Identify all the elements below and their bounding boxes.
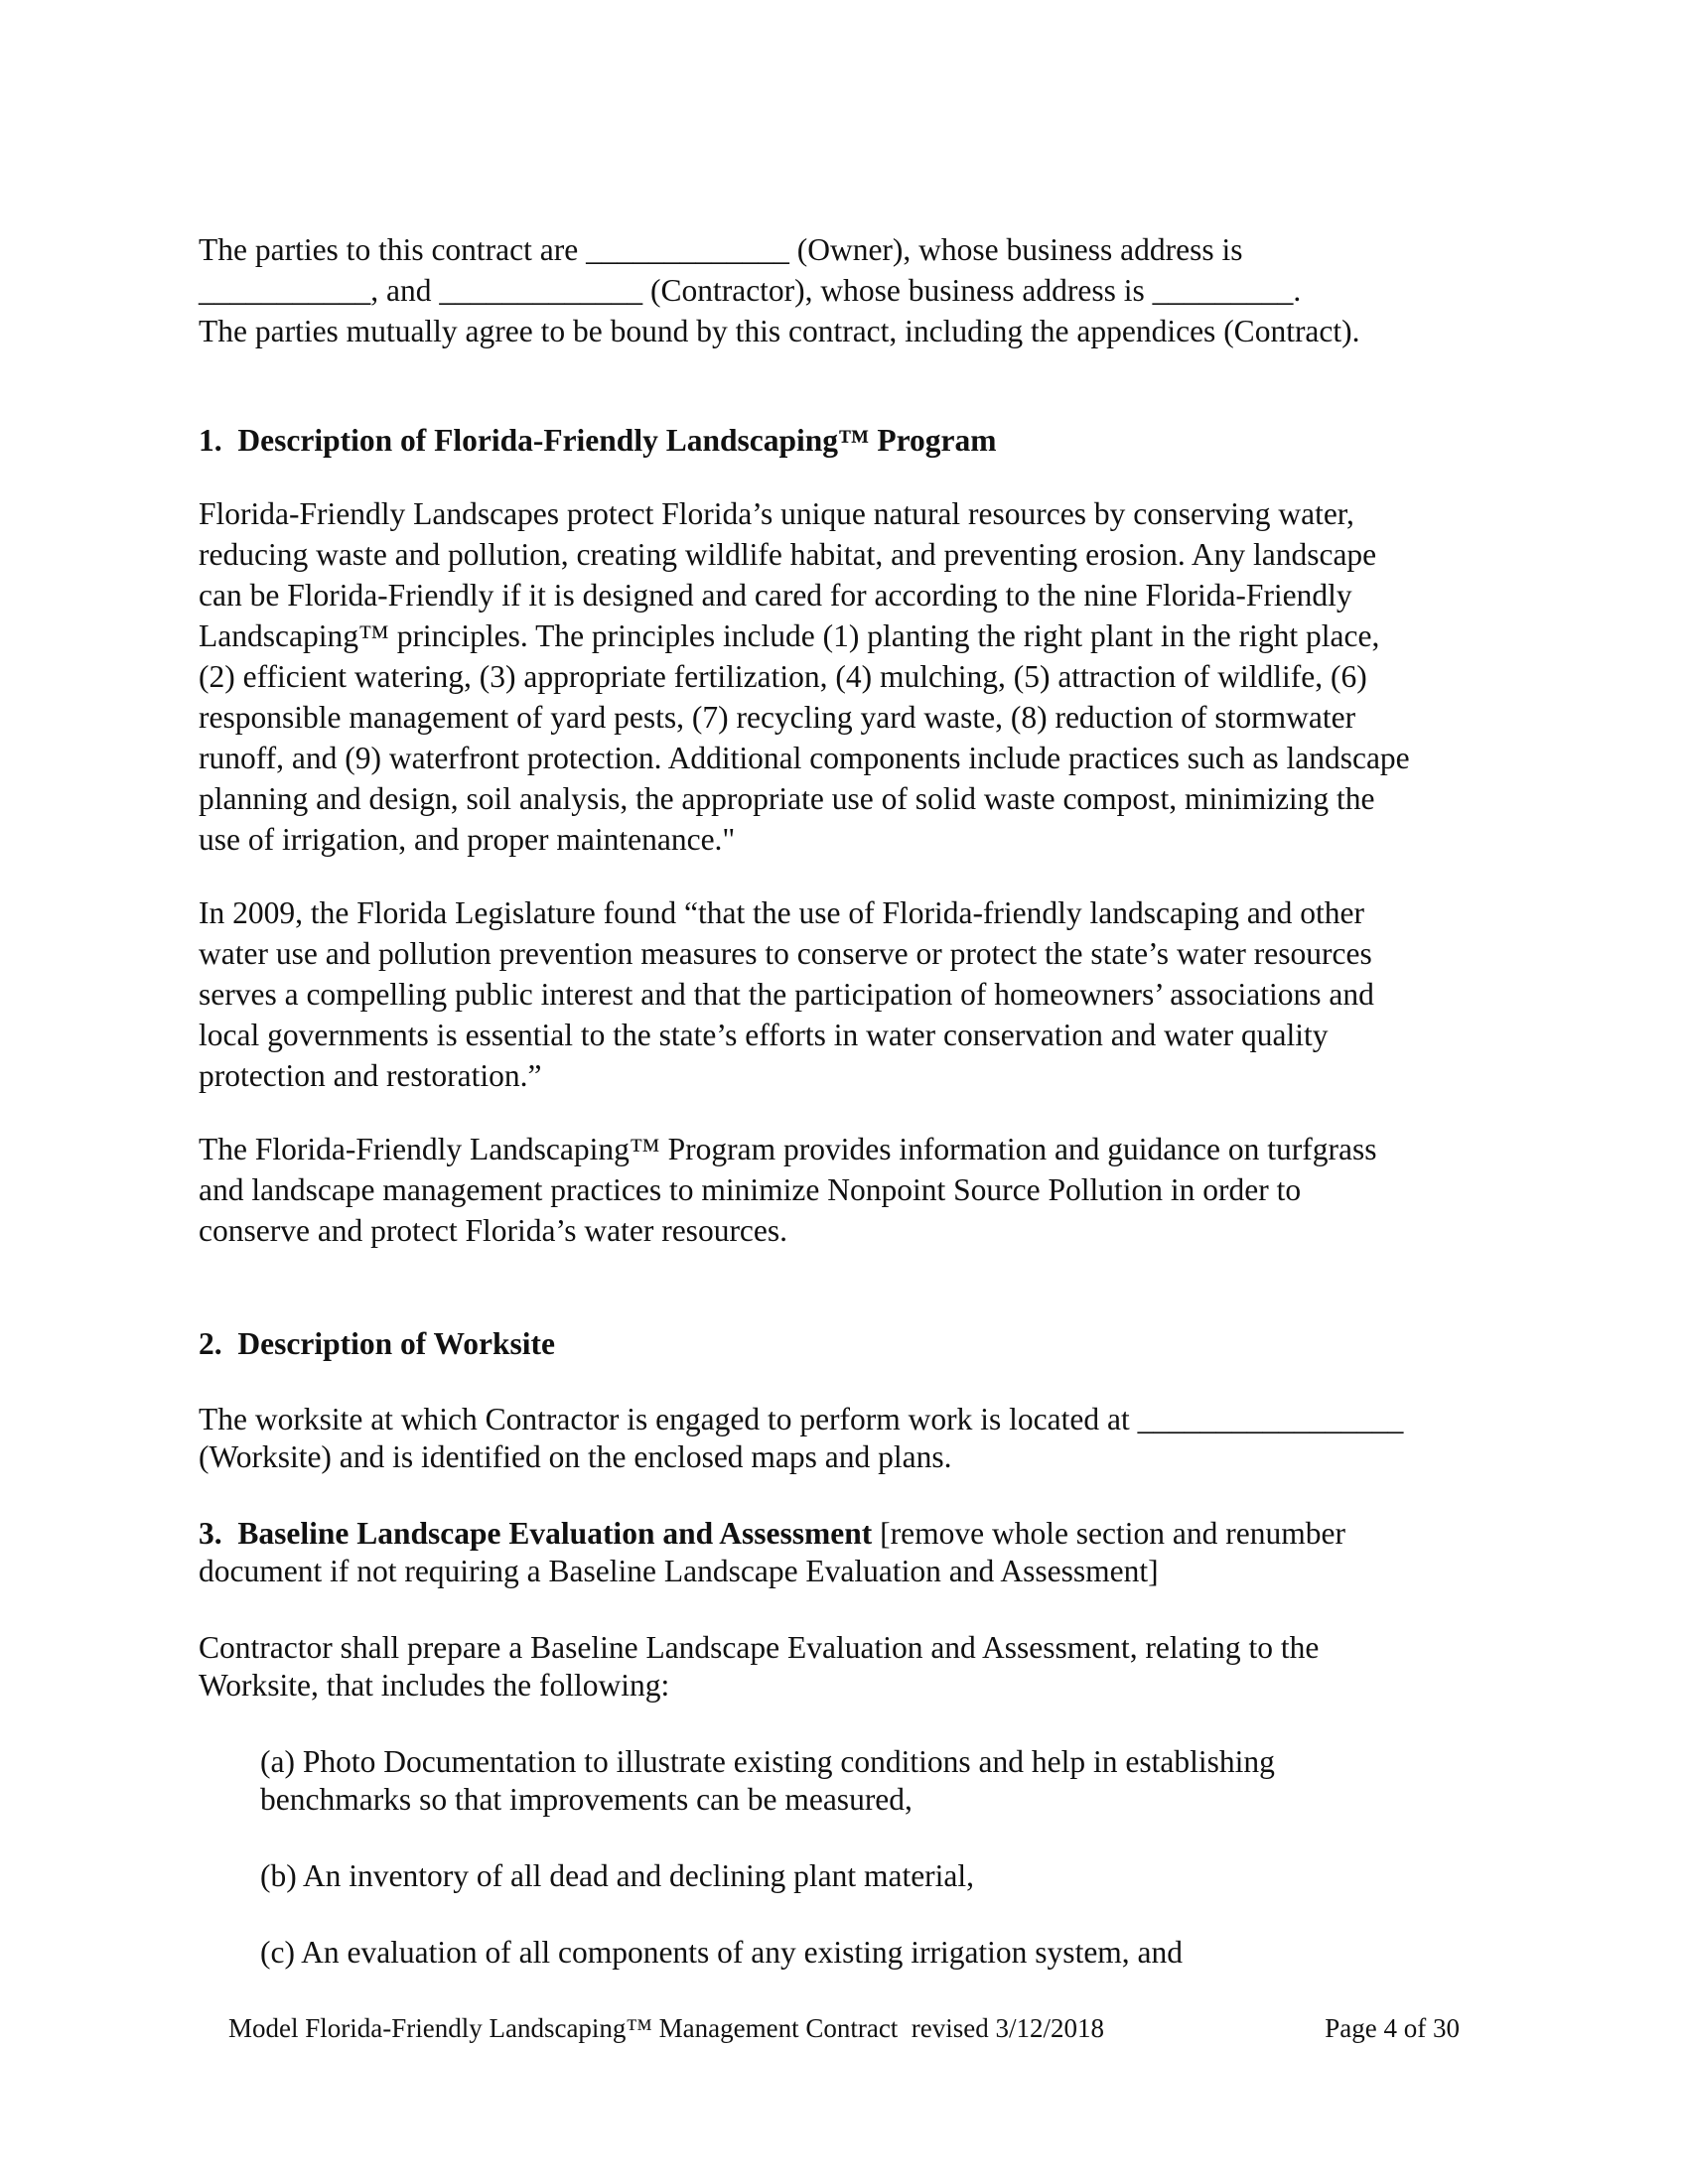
section-3-heading-note: [remove whole section and renumber: [872, 1516, 1345, 1551]
text-line: (2) efficient watering, (3) appropriate fertilization, (4) mulching, (5) attraction of wildlife, (6): [199, 659, 1367, 694]
text-line: Landscaping™ principles. The principles include (1) planting the right plant in the right place,: [199, 618, 1380, 653]
parties-line-3: The parties mutually agree to be bound by this contract, including the appendices (Contract).: [199, 314, 1360, 348]
section-2-paragraph-1: [199, 1401, 1489, 1476]
text-line: serves a compelling public interest and that the participation of homeowners’ associations and: [199, 977, 1374, 1012]
footer-document-title: Model Florida-Friendly Landscaping™ Management Contract revised 3/12/2018: [228, 2013, 1105, 2043]
section-3-heading-line-1: [199, 1515, 1489, 1553]
list-item-a: [260, 1743, 1489, 1819]
text-line: protection and restoration.”: [199, 1058, 542, 1093]
text-line: local governments is essential to the state’s efforts in water conservation and water quality: [199, 1018, 1329, 1052]
text-line: Florida-Friendly Landscapes protect Florida’s unique natural resources by conserving water,: [199, 496, 1354, 531]
parties-line-1: The parties to this contract are _____________ (Owner), whose business address is: [199, 232, 1243, 267]
text-line: water use and pollution prevention measures to conserve or protect the state’s water resources: [199, 936, 1372, 971]
list-item-c: (c) An evaluation of all components of any existing irrigation system, and: [260, 1935, 1184, 1970]
section-2-heading: 2. Description of Worksite: [199, 1326, 556, 1361]
section-3-heading-line-2: document if not requiring a Baseline Landscape Evaluation and Assessment]: [199, 1554, 1159, 1588]
section-1-paragraph-3: [199, 1129, 1489, 1251]
text-line: responsible management of yard pests, (7) recycling yard waste, (8) reduction of stormwater: [199, 700, 1356, 735]
text-line: Worksite, that includes the following:: [199, 1668, 670, 1703]
page-body: [199, 229, 1489, 1972]
text-line: reducing waste and pollution, creating wildlife habitat, and preventing erosion. Any landscape: [199, 537, 1377, 572]
list-item-b: (b) An inventory of all dead and declining plant material,: [260, 1858, 975, 1893]
section-3-heading-title: 3. Baseline Landscape Evaluation and Assessment: [199, 1516, 873, 1551]
section-1-heading: 1. Description of Florida-Friendly Landscaping™ Program: [199, 423, 997, 458]
footer-page-number: Page 4 of 30: [1325, 2013, 1460, 2043]
text-line: and landscape management practices to minimize Nonpoint Source Pollution in order to: [199, 1172, 1302, 1207]
text-line: The worksite at which Contractor is engaged to perform work is located at _________________: [199, 1402, 1404, 1436]
text-line: planning and design, soil analysis, the appropriate use of solid waste compost, minimizing the: [199, 781, 1375, 816]
parties-paragraph: [199, 229, 1489, 351]
section-1-paragraph-2: [199, 892, 1489, 1096]
text-line: Contractor shall prepare a Baseline Landscape Evaluation and Assessment, relating to the: [199, 1630, 1320, 1665]
parties-line-2: ___________, and _____________ (Contractor), whose business address is _________.: [199, 273, 1302, 308]
text-line: The Florida-Friendly Landscaping™ Program provides information and guidance on turfgrass: [199, 1132, 1377, 1166]
text-line: can be Florida-Friendly if it is designed and cared for according to the nine Florida-Friendly: [199, 578, 1352, 613]
text-line: runoff, and (9) waterfront protection. Additional components include practices such as landscape: [199, 741, 1410, 775]
text-line: use of irrigation, and proper maintenance.": [199, 822, 736, 857]
text-line: conserve and protect Florida’s water resources.: [199, 1213, 788, 1248]
text-line: (a) Photo Documentation to illustrate existing conditions and help in establishing: [260, 1744, 1275, 1779]
text-line: (Worksite) and is identified on the enclosed maps and plans.: [199, 1439, 952, 1474]
text-line: benchmarks so that improvements can be measured,: [260, 1782, 913, 1817]
section-3-heading: [199, 1515, 1489, 1590]
section-1-paragraph-1: [199, 493, 1489, 860]
text-line: In 2009, the Florida Legislature found “that the use of Florida-friendly landscaping and other: [199, 895, 1364, 930]
section-3-paragraph-1: [199, 1629, 1489, 1705]
